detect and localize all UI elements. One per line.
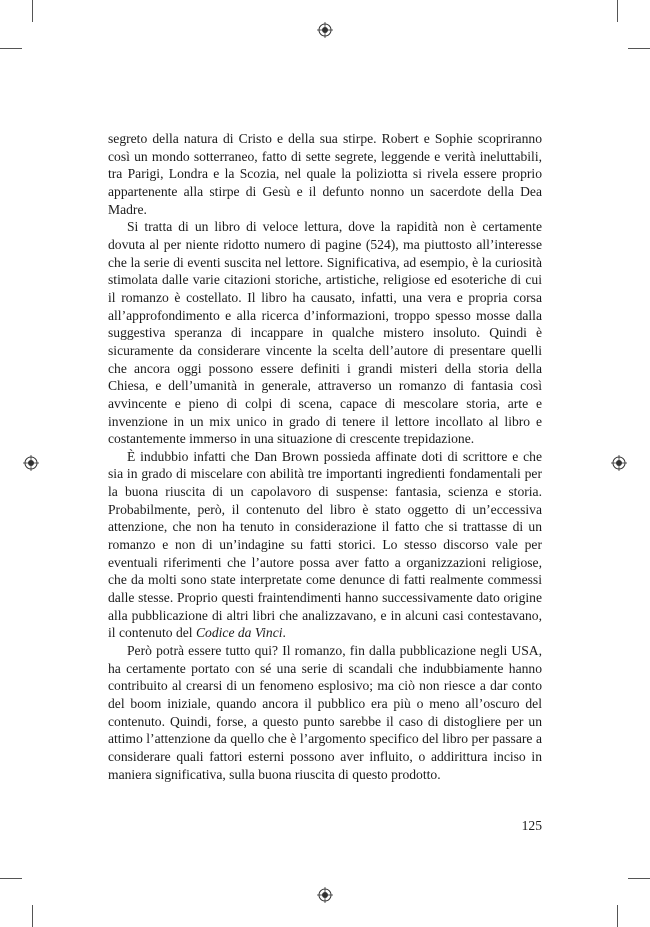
crop-mark: [628, 48, 650, 49]
registration-mark-icon: [317, 22, 333, 38]
registration-mark-icon: [23, 455, 39, 471]
crop-mark: [617, 0, 618, 22]
book-title: Codice da Vinci: [195, 625, 283, 641]
crop-mark: [0, 878, 22, 879]
crop-mark: [628, 878, 650, 879]
paragraph: Però potrà essere tutto qui? Il romanzo, fin dalla pubblicazione negli USA, ha certamente portato con sé una serie di scandali che indubbiamente hanno contribuito al crearsi di un fenomeno esplosivo; ma ciò non riesce a dar conto del boom iniziale, quando ancora il pubblico era più o meno all’oscuro del contenuto. Quindi, forse, a questo punto sarebbe il caso di distogliere per un attimo l’attenzione da quello che è l’argomento specifico del libro per passare a considerare quali fattori esterni possono aver influito, o addirittura inciso in maniera significativa, sulla buona riuscita di questo prodotto.: [108, 643, 542, 782]
paragraph: segreto della natura di Cristo e della sua stirpe. Robert e Sophie scopriranno così un mondo sotterraneo, fatto di sette segrete, leggende e verità ineluttabili, tra Parigi, Londra e la Scozia, nel quale la poliziotta si rivela essere proprio appartenente alla stirpe di Gesù e il defunto nonno un sacerdote della Dea Madre.: [108, 131, 542, 217]
crop-mark: [32, 0, 33, 22]
registration-mark-icon: [317, 887, 333, 903]
registration-mark-icon: [611, 455, 627, 471]
paragraph: Si tratta di un libro di veloce lettura, dove la rapidità non è certamente dovuta al per niente ridotto numero di pagine (524), ma piuttosto all’interesse che la serie di eventi suscita nel lettore. Significativa, ad esempio, è la curiosità stimolata dalle varie citazioni storiche, artistiche, religiose ed esoteriche di cui il romanzo è costellato. Il libro ha causato, infatti, una vera e propria corsa all’approfondimento e alla ricerca d’informazioni, troppo spesso mosse dalla suggestiva speranza di incappare in qualche mistero insoluto. Quindi è sicuramente da considerare vincente la scelta dell’autore di presentare quelli che ancora oggi possono essere definiti i grandi misteri della storia della Chiesa, e dell’umanità in generale, attraverso un romanzo di fantasia così avvincente e pieno di colpi di scena, capace di mescolare storia, arte e invenzione in un mix unico in grado di tenere il lettore incollato al libro e costantemente immerso in una situazione di crescente trepidazione.: [108, 219, 542, 447]
body-text: [108, 130, 542, 783]
crop-mark: [0, 48, 22, 49]
paragraph-text: .: [282, 625, 286, 641]
paragraph-text: È indubbio infatti che Dan Brown possieda affinate doti di scrittore e che sia in grado di miscelare con abilità tre importanti ingredienti fondamentali per la buona riuscita di un capolavoro di suspense: fantasia, scienza e storia. Probabilmente, però, il contenuto del libro è stato oggetto di un’eccessiva attenzione, che non ha tenuto in considerazione il fatto che si trattasse di un romanzo e non di un’indagine su fatti storici. Lo stesso discorso vale per eventuali riferimenti che l’autore possa aver fatto a organizzazioni religiose, che da molti sono state interpretate come denunce di fatti realmente commessi dalle stesse. Proprio questi fraintendimenti hanno successivamente dato origine alla pubblicazione di altri libri che analizzavano, e in alcuni casi contestavano, il contenuto del: [108, 448, 542, 641]
page-number: 125: [521, 818, 542, 833]
crop-mark: [32, 905, 33, 927]
crop-mark: [617, 905, 618, 927]
paragraph: [108, 448, 542, 642]
